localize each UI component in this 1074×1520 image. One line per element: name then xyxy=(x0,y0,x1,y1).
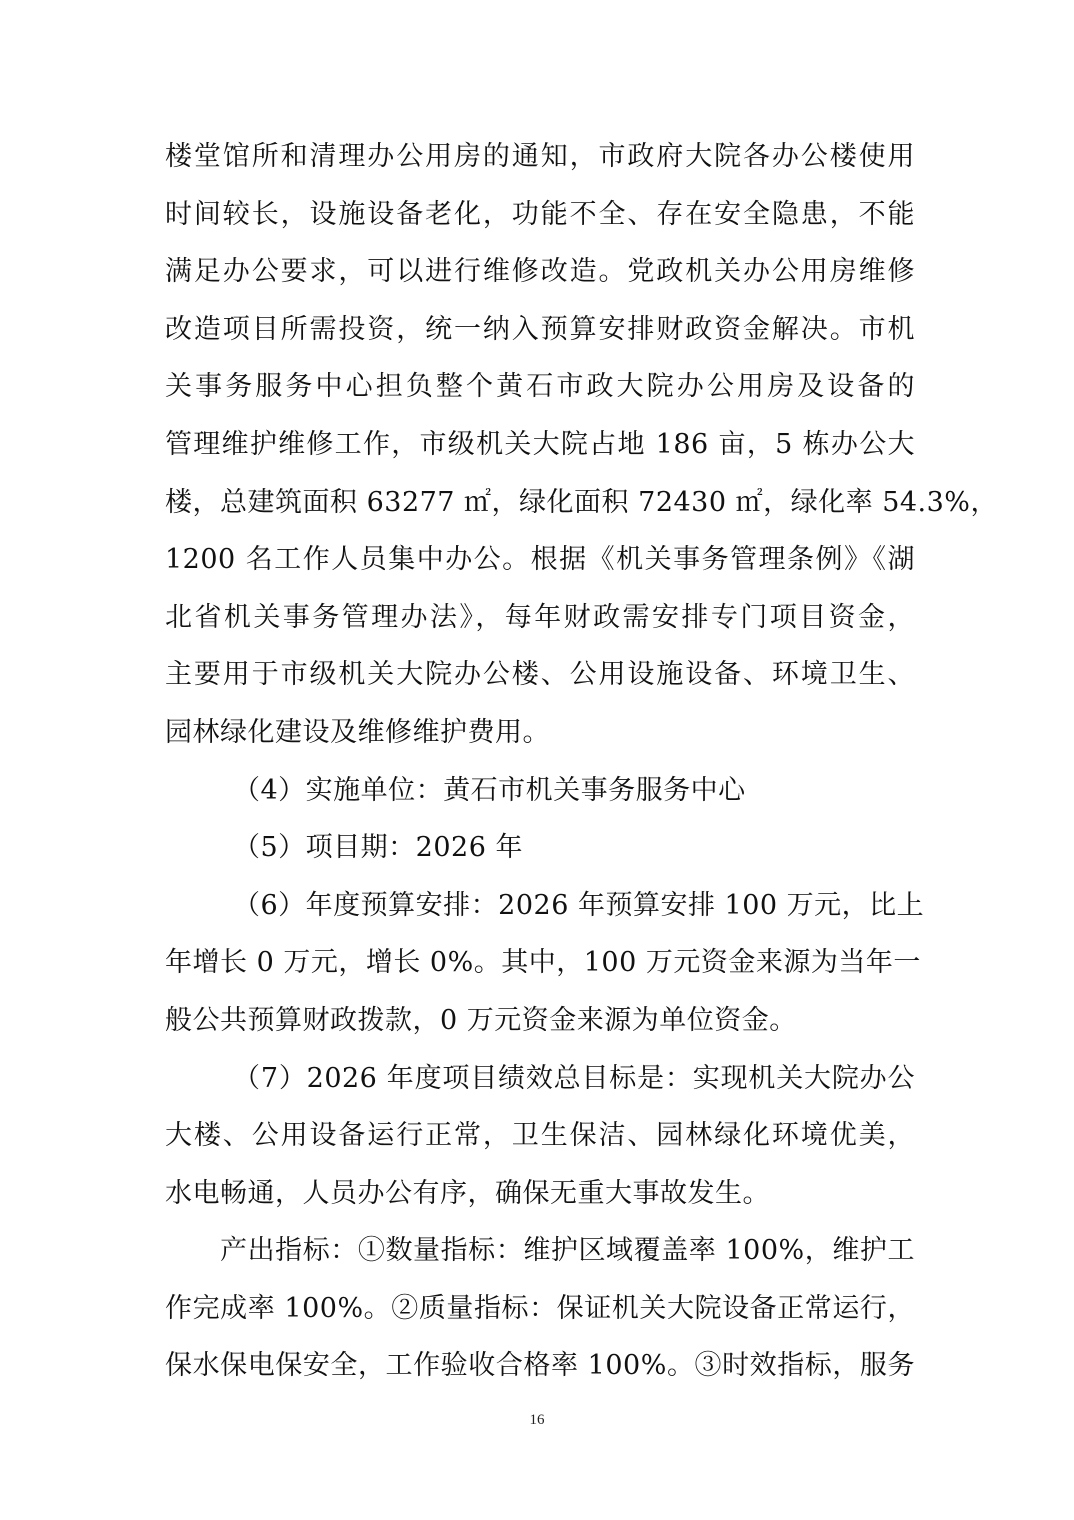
text-line: 般公共预算财政拨款，0 万元资金来源为单位资金。 xyxy=(165,1004,797,1036)
text-line: 园林绿化建设及维修维护费用。 xyxy=(165,716,550,748)
text-line: 水电畅通，人员办公有序，确保无重大事故发生。 xyxy=(165,1177,770,1209)
text-line: （6）年度预算安排：2026 年预算安排 100 万元，比上 xyxy=(233,889,925,921)
text-line: 满足办公要求，可以进行维修改造。党政机关办公用房维修 xyxy=(165,256,915,288)
text-line: 年增长 0 万元，增长 0%。其中，100 万元资金来源为当年一 xyxy=(165,947,921,979)
text-line: 主要用于市级机关大院办公楼、公用设施设备、环境卫生、 xyxy=(165,659,915,691)
body-text xyxy=(165,128,998,1395)
text-line: 改造项目所需投资，统一纳入预算安排财政资金解决。市机 xyxy=(165,313,915,345)
text-line: （5）项目期：2026 年 xyxy=(233,832,523,864)
text-line: 楼堂馆所和清理办公用房的通知，市政府大院各办公楼使用 xyxy=(165,141,915,172)
text-line: 保水保电保安全，工作验收合格率 100%。③时效指标，服务 xyxy=(165,1350,915,1382)
text-line: （4）实施单位：黄石市机关事务服务中心 xyxy=(233,774,746,806)
page-number: 16 xyxy=(529,1412,545,1428)
text-line: 作完成率 100%。②质量指标：保证机关大院设备正常运行， xyxy=(165,1292,915,1324)
text-line: 大楼、公用设备运行正常，卫生保洁、园林绿化环境优美， xyxy=(165,1120,915,1152)
text-line: 1200 名工作人员集中办公。根据《机关事务管理条例》《湖 xyxy=(165,544,915,576)
text-line: 时间较长，设施设备老化，功能不全、存在安全隐患，不能 xyxy=(165,198,915,230)
text-line: （7）2026 年度项目绩效总目标是：实现机关大院办公 xyxy=(233,1062,915,1094)
text-line: 北省机关事务管理办法》，每年财政需安排专门项目资金， xyxy=(165,601,915,633)
text-line: 管理维护维修工作，市级机关大院占地 186 亩，5 栋办公大 xyxy=(165,428,915,460)
text-line: 楼，总建筑面积 63277 ㎡，绿化面积 72430 ㎡，绿化率 54.3%， xyxy=(165,486,998,518)
text-line: 产出指标：①数量指标：维护区域覆盖率 100%，维护工 xyxy=(220,1235,915,1267)
text-line: 关事务服务中心担负整个黄石市政大院办公用房及设备的 xyxy=(165,371,915,403)
